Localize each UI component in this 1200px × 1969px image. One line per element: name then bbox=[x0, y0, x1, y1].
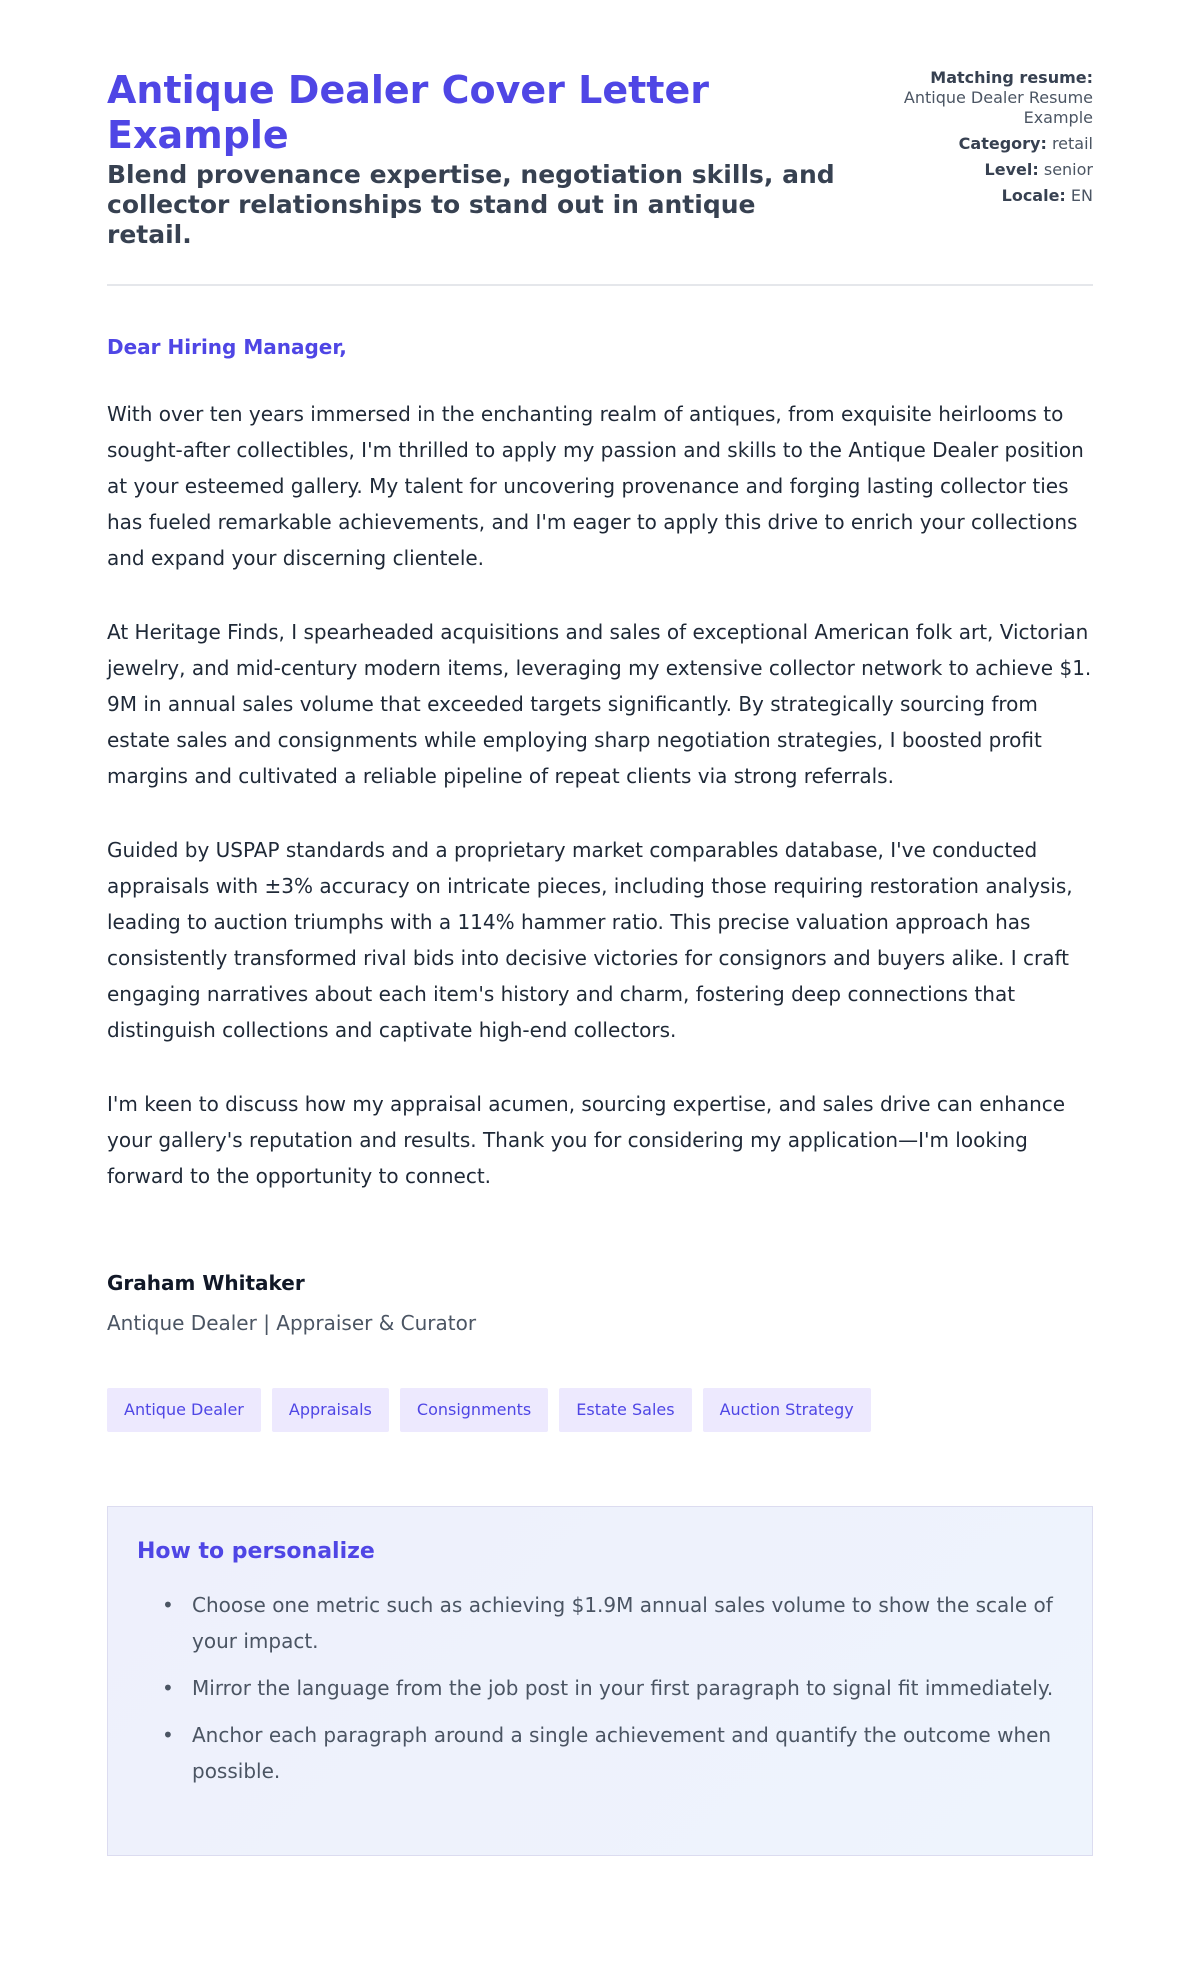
tag-list bbox=[107, 1388, 1093, 1432]
meta-locale bbox=[873, 186, 1093, 206]
personalize-tips-box bbox=[107, 1506, 1093, 1856]
meta-matching-resume bbox=[873, 68, 1093, 128]
tag-antique-dealer[interactable]: Antique Dealer bbox=[107, 1388, 261, 1432]
tip-item: • Mirror the language from the job post in your first paragraph to signal fit immediately. bbox=[162, 1670, 1063, 1706]
meta-category bbox=[873, 134, 1093, 154]
tip-item: • Anchor each paragraph around a single achievement and quantify the outcome when possible. bbox=[162, 1717, 1063, 1789]
letter-paragraph: I'm keen to discuss how my appraisal acumen, sourcing expertise, and sales drive can enhance your gallery's reputation and results. Thank you for considering my application—I'm looking forward to the opportunity to connect. bbox=[107, 1092, 1066, 1188]
tips-list bbox=[137, 1587, 1063, 1789]
header-divider bbox=[107, 284, 1093, 286]
letter-paragraph: At Heritage Finds, I spearheaded acquisitions and sales of exceptional American folk art, Victorian jewelry, and mid-century modern items, leveraging my extensive collector network to achieve $1. 9M in annual sales volume that exceeded targets significantly. By strategically sourcing from estate sales and consignments while employing sharp negotiation strategies, I boosted profit margins and cultivated a reliable pipeline of repeat clients via strong referrals. bbox=[107, 620, 1092, 788]
tag-appraisals[interactable]: Appraisals bbox=[272, 1388, 389, 1432]
page-subtitle: Blend provenance expertise, negotiation skills, and collector relationships to stand out in antique retail. bbox=[107, 160, 835, 249]
meta-category-value: retail bbox=[1051, 134, 1093, 153]
signature-title: Antique Dealer | Appraiser & Curator bbox=[107, 1311, 477, 1335]
meta-matching-resume-label: Matching resume: bbox=[930, 68, 1093, 87]
meta-panel bbox=[873, 68, 1093, 212]
letter-paragraph: Guided by USPAP standards and a proprietary market comparables database, I've conducted appraisals with ±3% accuracy on intricate pieces, including those requiring restoration analysis, leading to auction triumphs with a 114% hammer ratio. This precise valuation approach has consistently transformed rival bids into decisive victories for consignors and buyers alike. I craft engaging narratives about each item's history and charm, fostering deep connections that distinguish collections and captivate high-end collectors. bbox=[107, 838, 1073, 1042]
meta-category-label: Category: bbox=[958, 134, 1047, 153]
tag-estate-sales[interactable]: Estate Sales bbox=[559, 1388, 691, 1432]
tips-heading: How to personalize bbox=[137, 1539, 375, 1564]
signature-name: Graham Whitaker bbox=[107, 1271, 305, 1295]
tag-auction-strategy[interactable]: Auction Strategy bbox=[703, 1388, 871, 1432]
page-header bbox=[107, 68, 1093, 250]
letter-greeting: Dear Hiring Manager, bbox=[107, 335, 347, 359]
meta-locale-label: Locale: bbox=[1001, 186, 1066, 205]
tip-item: • Choose one metric such as achieving $1.9M annual sales volume to show the scale of your impact. bbox=[162, 1587, 1063, 1659]
meta-matching-resume-value[interactable]: Antique Dealer Resume Example bbox=[903, 88, 1093, 127]
tag-consignments[interactable]: Consignments bbox=[400, 1388, 548, 1432]
meta-locale-value: EN bbox=[1070, 186, 1093, 205]
meta-level bbox=[873, 160, 1093, 180]
letter-paragraph: With over ten years immersed in the enchanting realm of antiques, from exquisite heirlooms to sought-after collectibles, I'm thrilled to apply my passion and skills to the Antique Dealer position at your esteemed gallery. My talent for uncovering provenance and forging lasting collector ties has fueled remarkable achievements, and I'm eager to apply this drive to enrich your collections and expand your discerning clientele. bbox=[107, 402, 1084, 570]
meta-level-label: Level: bbox=[984, 160, 1039, 179]
meta-level-value: senior bbox=[1043, 160, 1093, 179]
title-block bbox=[107, 68, 837, 250]
page-title: Antique Dealer Cover Letter Example bbox=[107, 68, 709, 157]
